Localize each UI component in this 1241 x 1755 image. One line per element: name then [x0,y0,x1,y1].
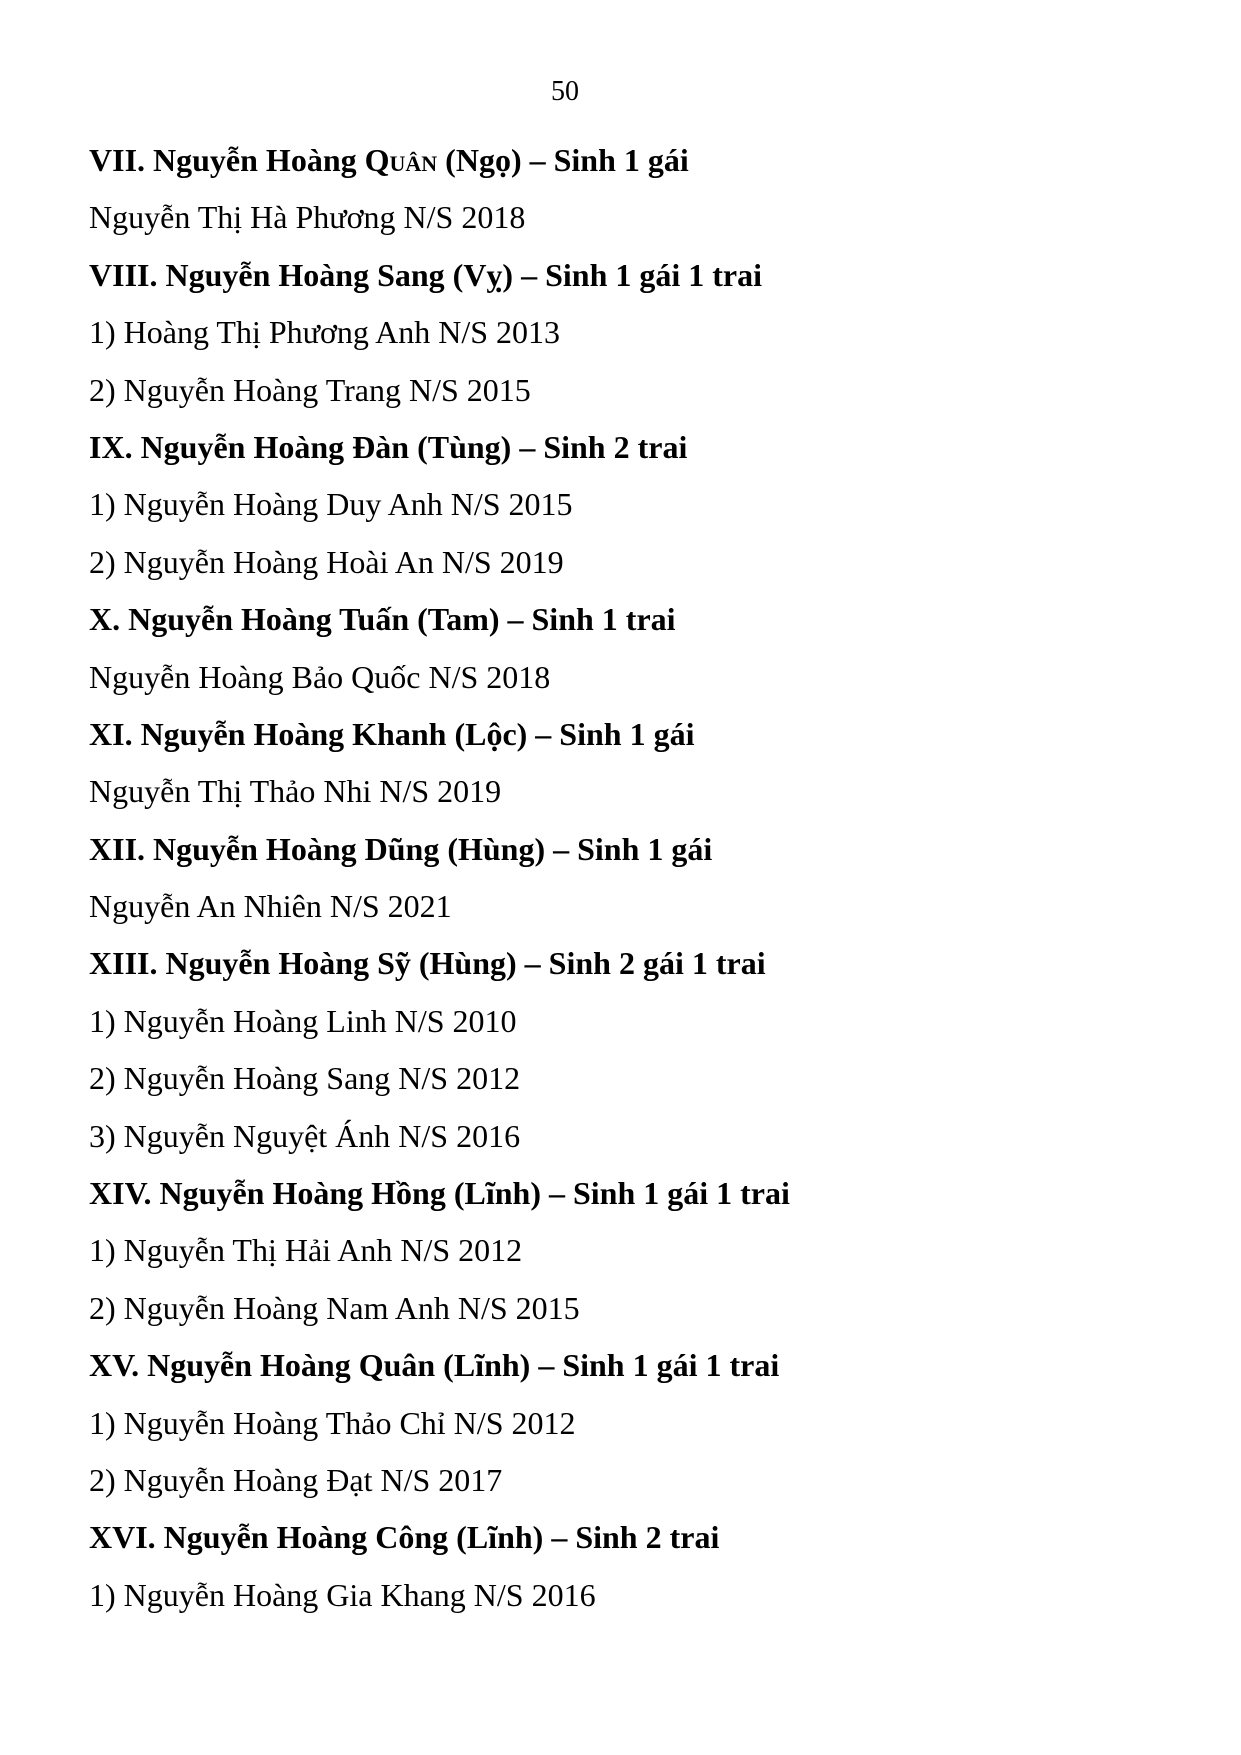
page-number: 50 [551,76,579,107]
child-entry: Nguyễn Thị Hà Phương N/S 2018 [89,199,526,236]
child-entry: 3) Nguyễn Nguyệt Ánh N/S 2016 [89,1117,521,1154]
child-entry: 1) Nguyễn Hoàng Duy Anh N/S 2015 [89,486,573,523]
child-entry: Nguyễn An Nhiên N/S 2021 [89,888,452,925]
child-entry: 1) Nguyễn Hoàng Linh N/S 2010 [89,1002,517,1039]
family-heading: VIII. Nguyễn Hoàng Sang (Vỵ) – Sinh 1 gái 1 trai [89,256,762,293]
family-heading: XII. Nguyễn Hoàng Dũng (Hùng) – Sinh 1 gái [89,830,713,867]
family-heading: XVI. Nguyễn Hoàng Công (Lĩnh) – Sinh 2 trai [89,1519,720,1556]
child-entry: 2) Nguyễn Hoàng Trang N/S 2015 [89,371,531,408]
child-entry: Nguyễn Thị Thảo Nhi N/S 2019 [89,773,502,810]
child-entry: 1) Hoàng Thị Phương Anh N/S 2013 [89,314,561,351]
child-entry: 1) Nguyễn Thị Hải Anh N/S 2012 [89,1232,523,1269]
document-body [89,140,1149,1632]
family-heading: X. Nguyễn Hoàng Tuấn (Tam) – Sinh 1 trai [89,601,676,638]
family-heading [89,140,1149,197]
family-heading: XI. Nguyễn Hoàng Khanh (Lộc) – Sinh 1 gái [89,715,695,752]
child-entry: 2) Nguyễn Hoàng Đạt N/S 2017 [89,1461,503,1498]
heading-text: VII. Nguyễn Hoàng [89,142,365,178]
family-heading: XIV. Nguyễn Hoàng Hồng (Lĩnh) – Sinh 1 gái 1 trai [89,1175,790,1212]
family-heading: IX. Nguyễn Hoàng Đàn (Tùng) – Sinh 2 trai [89,428,688,465]
heading-text: (Ngọ) – Sinh 1 gái [437,142,689,178]
child-entry: 2) Nguyễn Hoàng Hoài An N/S 2019 [89,543,564,580]
child-entry: 2) Nguyễn Hoàng Nam Anh N/S 2015 [89,1289,580,1326]
heading-small-caps-name: Quân [364,142,438,178]
child-entry: Nguyễn Hoàng Bảo Quốc N/S 2018 [89,658,551,695]
family-heading: XIII. Nguyễn Hoàng Sỹ (Hùng) – Sinh 2 gái 1 trai [89,945,766,982]
child-entry: 1) Nguyễn Hoàng Gia Khang N/S 2016 [89,1576,596,1613]
family-heading: XV. Nguyễn Hoàng Quân (Lĩnh) – Sinh 1 gái 1 trai [89,1347,780,1384]
child-entry: 2) Nguyễn Hoàng Sang N/S 2012 [89,1060,521,1097]
child-entry: 1) Nguyễn Hoàng Thảo Chỉ N/S 2012 [89,1404,576,1441]
